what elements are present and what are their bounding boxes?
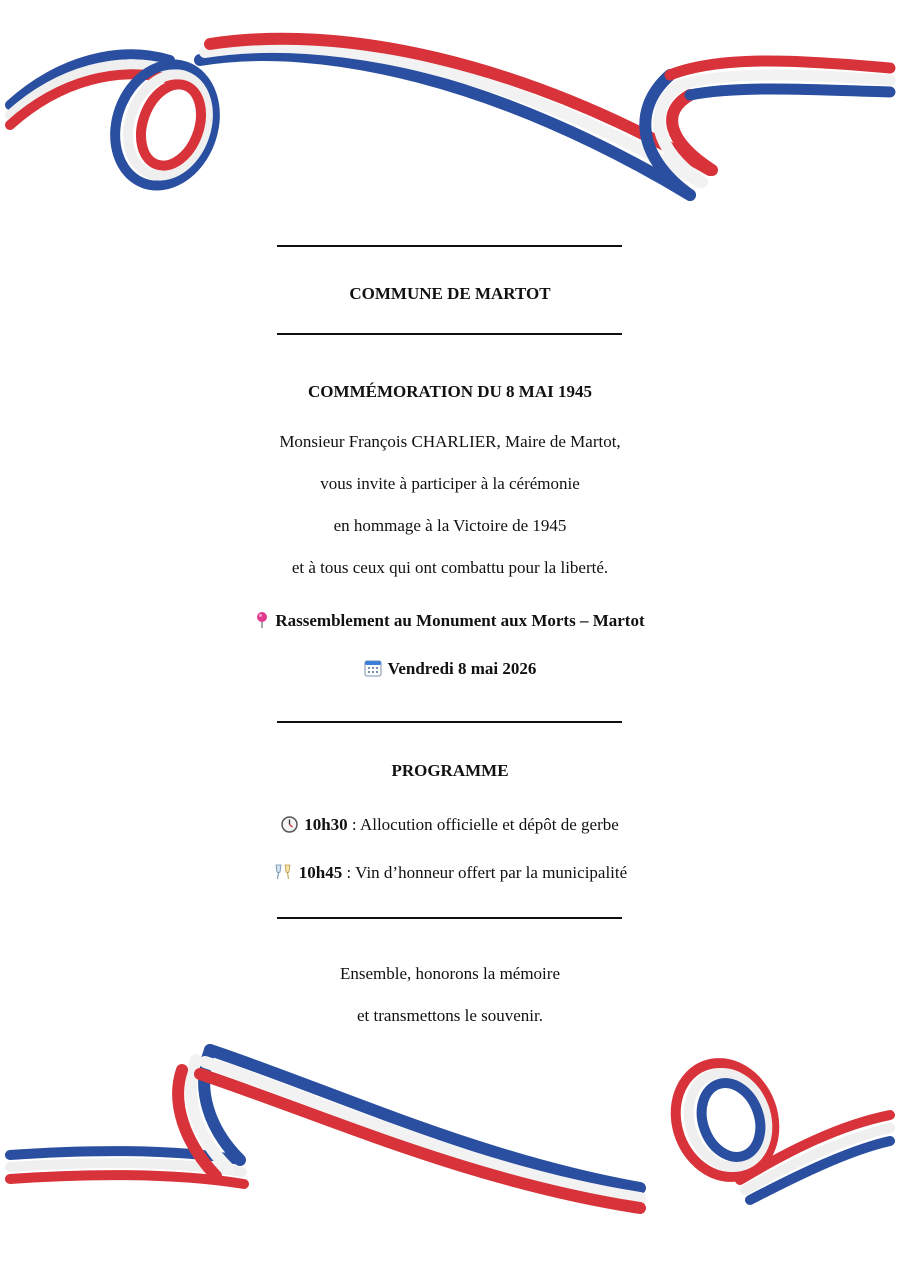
- divider-programme: [277, 721, 622, 723]
- date-text: Vendredi 8 mai 2026: [387, 659, 537, 678]
- invitation-line: et à tous ceux qui ont combattu pour la liberté.: [291, 558, 609, 577]
- programme-description: : Allocution officielle et dépôt de gerbe: [347, 815, 619, 834]
- pin-icon: [255, 611, 269, 635]
- tricolor-ribbon-top: [0, 20, 900, 210]
- programme-time: 10h30: [304, 815, 348, 834]
- commune-title: COMMUNE DE MARTOT: [349, 284, 551, 303]
- clock-icon: [281, 816, 298, 839]
- event-location: [0, 610, 900, 635]
- event-title: COMMÉMORATION DU 8 MAI 1945: [308, 382, 592, 401]
- invitation-line: Monsieur François CHARLIER, Maire de Martot,: [279, 432, 621, 451]
- divider-header: [277, 333, 622, 335]
- invitation-line: en hommage à la Victoire de 1945: [333, 516, 567, 535]
- programme-description: : Vin d’honneur offert par la municipalité: [342, 863, 628, 882]
- divider-top: [277, 245, 622, 247]
- programme-item: [0, 862, 900, 887]
- programme-time: 10h45: [298, 863, 343, 882]
- tricolor-ribbon-bottom: [0, 1030, 900, 1220]
- closing-line: Ensemble, honorons la mémoire: [339, 964, 560, 983]
- champagne-glasses-icon: [273, 863, 293, 887]
- event-date: [0, 658, 900, 683]
- calendar-icon: [364, 659, 382, 683]
- programme-item: [0, 814, 900, 839]
- location-text: Rassemblement au Monument aux Morts – Martot: [275, 611, 645, 630]
- divider-closing: [277, 917, 622, 919]
- closing-line: et transmettons le souvenir.: [356, 1006, 544, 1025]
- invitation-line: vous invite à participer à la cérémonie: [320, 474, 580, 493]
- programme-title: PROGRAMME: [391, 761, 509, 780]
